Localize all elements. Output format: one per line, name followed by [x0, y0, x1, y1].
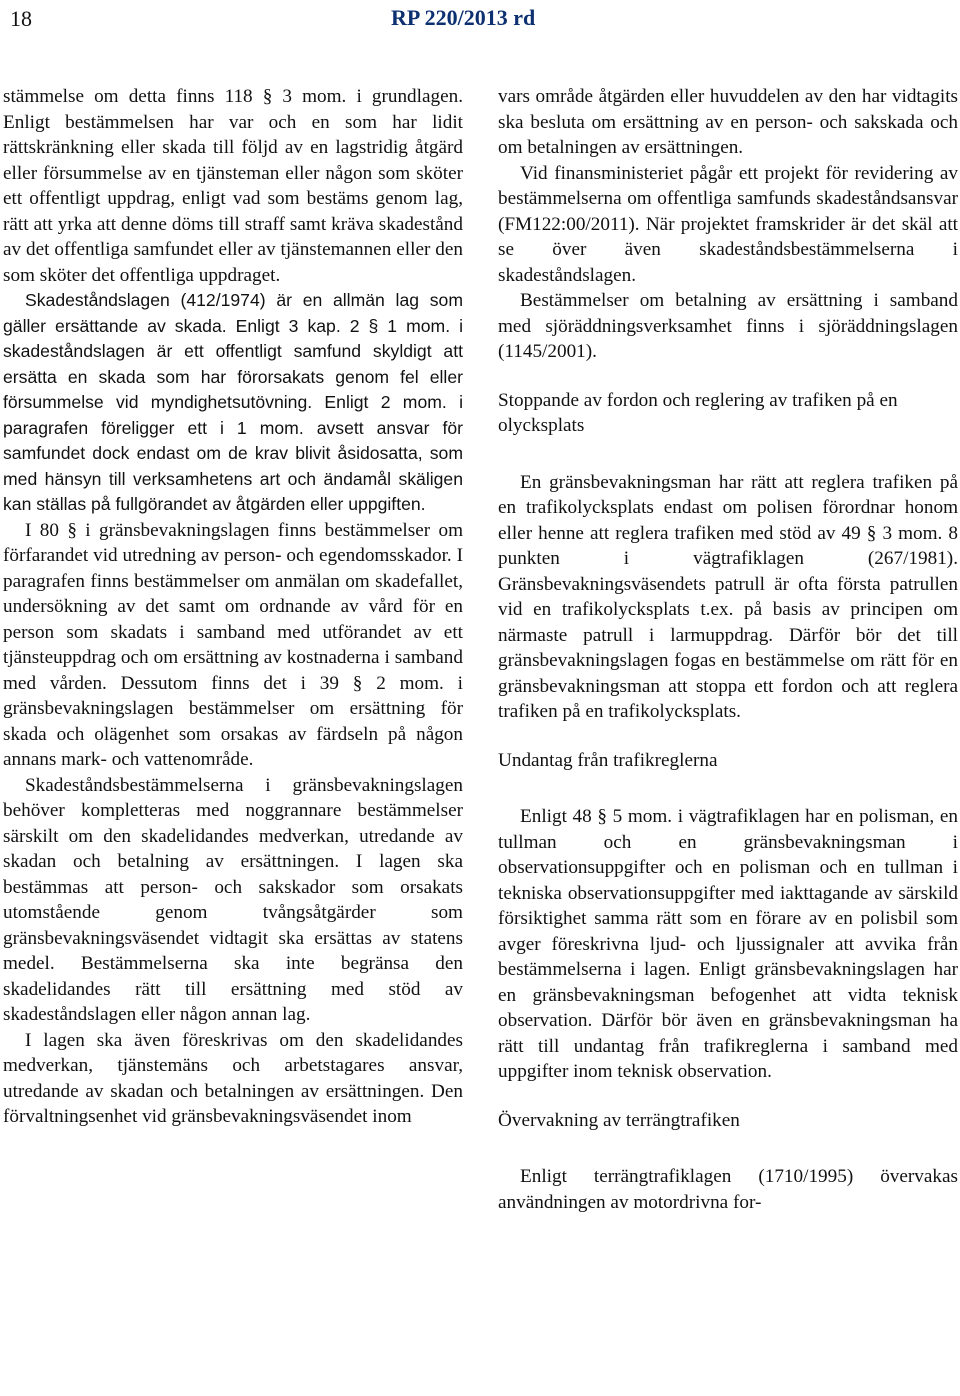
paragraph-terrain-traffic-act: Enligt terrängtrafiklagen (1710/1995) övervakas användningen av motordrivna for-: [498, 1166, 958, 1213]
paragraph-constitution: stämmelse om detta finns 118 § 3 mom. i grundlagen. Enligt bestämmelsen har var och en som har lidit rättskränkning eller skada till följd av en lagstridig åtgärd eller försummelse av en tjänsteman eller någon som sköter ett offentligt uppdrag, enligt vad som bestäms genom lag, rätt att yrka att denne döms till straff samt kräva skadestånd av det offentliga samfundet eller av tjänstemannen eller den som sköter det offentliga uppdraget.: [3, 86, 463, 286]
left-column: [3, 84, 463, 1130]
section-heading-traffic-exemptions: Undantag från trafikreglerna: [498, 749, 718, 771]
section-heading-stopping-vehicles: Stoppande av fordon och reglering av trafiken på en olycksplats: [498, 389, 898, 436]
paragraph-traffic-regulation: En gränsbevakningsman har rätt att reglera trafiken på en trafikolycksplats endast om polisen förordnar honom eller henne att reglera trafiken med stöd av 49 § 3 mom. 8 punkten i vägtrafiklagen (267/1981). Gränsbevakningsväsendets patrull är ofta första patrullen vid en trafikolycksplats t.ex. på basis av principen om närmaste patrull i larmuppdrag. Därför bör det till gränsbevakningslagen fogas en bestämmelse om rätt för en gränsbevakningsman att stoppa ett fordon och att reglera trafiken på en trafikolycksplats.: [498, 471, 958, 722]
paragraph-damages-act: Skadeståndslagen (412/1974) är en allmän lag som gäller ersättande av skada. Enligt 3 kap. 2 § 1 mom. i skadeståndslagen är ett offentligt samfund skyldigt att ersätta en skada som har förorsakats genom fel eller försummelse vid myndighetsutövning. Enligt 2 mom. i paragrafen föreligger ett i 1 mom. avsett ansvar för samfundet dock endast om de krav blivit åsidosatta, som med hänsyn till verksamhetens art och ändamål skäligen kan ställas på fullgörandet av åtgärden eller uppgiften.: [3, 290, 463, 514]
page-header: [0, 0, 960, 40]
paragraph-injured-party: I lagen ska även föreskrivas om den skadelidandes medverkan, tjänstemäns och arbetstagares ansvar, utredande av skadan och betalningen av ersättningen. Den förvaltningsenhet vid gränsbevakningsväsendet inom: [3, 1029, 463, 1127]
page-number: 18: [10, 6, 32, 31]
paragraph-finance-ministry: Vid finansministeriet pågår ett projekt för revidering av bestämmelserna om offentliga samfunds skadeståndsansvar (FM122:00/2011). När projektet framskrider är det skäl att se över även skadeståndsbestämmelserna i skadeståndslagen.: [498, 162, 958, 286]
paragraph-supplement-provisions: Skadeståndsbestämmelserna i gränsbevakningslagen behöver kompletteras med noggrannare bestämmelser särskilt om den skadelidandes medverkan, utredande av skadan och betalning av ersättningen. I lagen ska bestämmas att person- och sakskador som orsakats utomstående genom tvångsåtgärder som gränsbevakningsväsendet vidtagit ska ersättas av statens medel. Bestämmelserna ska inte begränsa den skadelidandes rätt till ersättning med stöd av skadeståndslagen eller någon annan lag.: [3, 774, 463, 1025]
paragraph-sea-rescue: Bestämmelser om betalning av ersättning i samband med sjöräddningsverksamhet finns i sjöräddningslagen (1145/2001).: [498, 290, 958, 362]
right-column: [498, 84, 958, 1215]
paragraph-border-guard-act-80: I 80 § i gränsbevakningslagen finns bestämmelser om förfarandet vid utredning av person- och egendomsskador. I paragrafen finns bestämmelser om anmälan om skadefallet, undersökning av det samt om ordnande av vård för en person som skadats i samband med utförandet av ett tjänsteuppdrag och om ersättning av kostnaderna i samband med vården. Dessutom finns det i 39 § 2 mom. i gränsbevakningslagen bestämmelser om ersättning för skada och olägenhet som orsakas av färdseln på någon annans mark- och vattenområde.: [3, 519, 463, 770]
paragraph-compensation-decision: vars område åtgärden eller huvuddelen av den har vidtagits ska besluta om ersättning av en person- och sakskada och om betalningen av ersättningen.: [498, 86, 958, 158]
paragraph-exemption-rights: Enligt 48 § 5 mom. i vägtrafiklagen har en polisman, en tullman och en gränsbevakningsman i observationsuppgifter och en polisman och en tullman i tekniska observationsuppgifter med iakttagande av särskild försiktighet samma rätt som en förare av en polisbil som avger föreskrivna ljud- och ljussignaler att avvika från bestämmelserna i lagen. Enligt gränsbevakningslagen har en gränsbevakningsman befogenhet att vidta teknisk observation. Därför bör även en gränsbevakningsman ha rätt till undantag från trafikreglerna i samband med uppgifter inom teknisk observation.: [498, 806, 958, 1082]
section-heading-terrain-traffic: Övervakning av terrängtrafiken: [498, 1109, 740, 1131]
document-id: RP 220/2013 rd: [391, 5, 536, 30]
